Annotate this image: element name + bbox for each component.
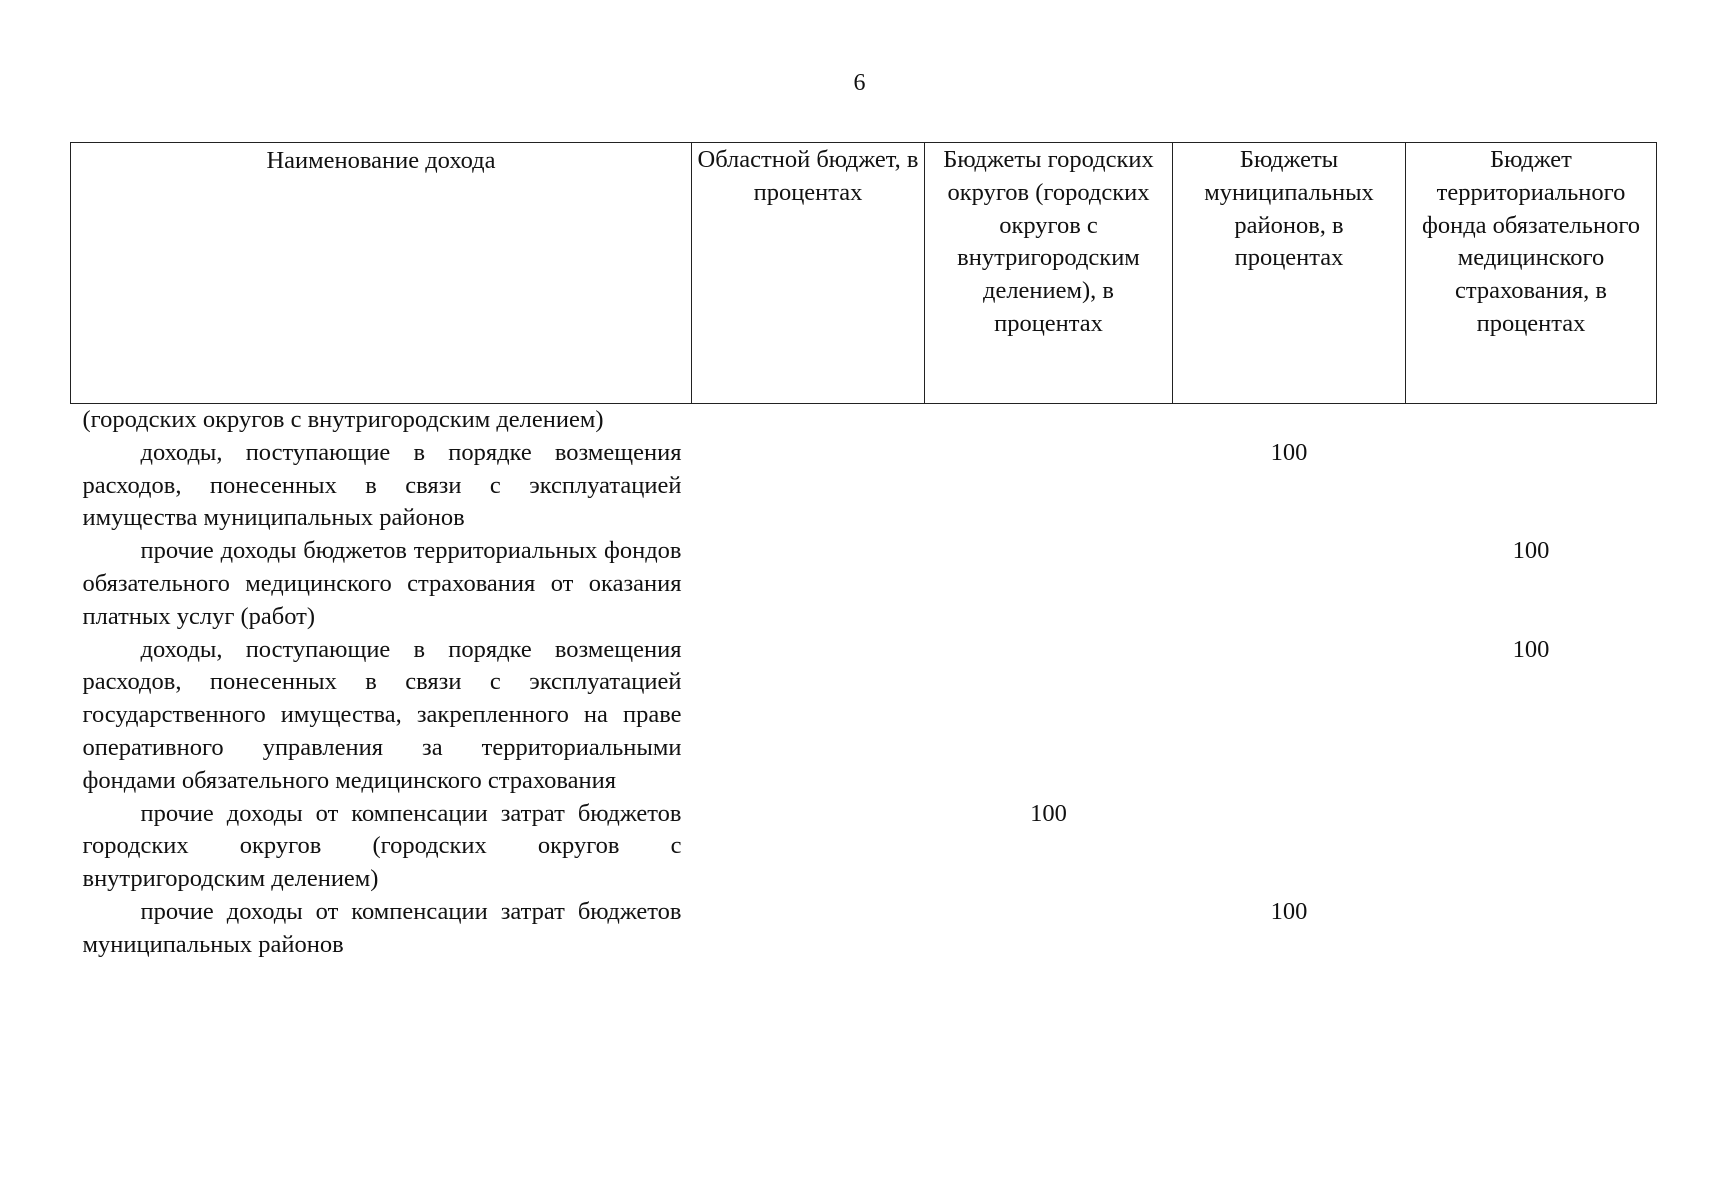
tfoms-value	[1406, 896, 1657, 962]
table-row	[71, 404, 1657, 437]
header-regional-budget: Областной бюджет, в процентах	[692, 143, 925, 404]
municipal-value	[1173, 798, 1406, 896]
header-tfoms-budget: Бюджет территориального фонда обязательного медицинского страхования, в процентах	[1406, 143, 1657, 404]
municipal-value	[1173, 634, 1406, 798]
header-revenue-name: Наименование дохода	[71, 143, 692, 404]
page-number: 6	[853, 70, 866, 96]
table-row	[71, 535, 1657, 633]
header-city-budgets: Бюджеты городских округов (городских округов с внутригородским делением), в процентах	[925, 143, 1173, 404]
revenue-name: прочие доходы от компенсации затрат бюджетов городских округов (городских округов с внутригородским делением)	[82, 799, 682, 893]
regional-value	[692, 535, 925, 633]
regional-value	[692, 798, 925, 896]
regional-value	[692, 437, 925, 535]
tfoms-value: 100	[1512, 537, 1550, 565]
revenue-name: доходы, поступающие в порядке возмещения расходов, понесенных в связи с эксплуатацией государственного имущества, закрепленного на праве оперативного управления за территориальными фондами обязательного медицинского страхования	[82, 635, 682, 794]
table-row	[71, 798, 1657, 896]
tfoms-value: 100	[1512, 635, 1550, 663]
revenue-name: доходы, поступающие в порядке возмещения расходов, понесенных в связи с эксплуатацией имущества муниципальных районов	[82, 438, 682, 532]
city-value	[925, 634, 1173, 798]
municipal-value	[1173, 404, 1406, 437]
revenue-name: (городских округов с внутригородским делением)	[82, 406, 604, 433]
municipal-value: 100	[1270, 897, 1308, 925]
tfoms-value	[1406, 404, 1657, 437]
regional-value	[692, 634, 925, 798]
revenue-name: прочие доходы бюджетов территориальных фондов обязательного медицинского страхования от оказания платных услуг (работ)	[82, 537, 682, 630]
regional-value	[692, 404, 925, 437]
municipal-value: 100	[1270, 438, 1308, 466]
table-row	[71, 634, 1657, 798]
city-value	[925, 896, 1173, 962]
city-value	[925, 535, 1173, 633]
city-value	[925, 404, 1173, 437]
regional-value	[692, 896, 925, 962]
table-row	[71, 896, 1657, 962]
municipal-value	[1173, 535, 1406, 633]
city-value: 100	[1030, 799, 1067, 827]
revenue-distribution-table	[70, 142, 1657, 962]
tfoms-value	[1406, 437, 1657, 535]
header-municipal-budgets: Бюджеты муниципальных районов, в процентах	[1173, 143, 1406, 404]
revenue-name: прочие доходы от компенсации затрат бюджетов муниципальных районов	[82, 897, 682, 958]
tfoms-value	[1406, 798, 1657, 896]
table-row	[71, 437, 1657, 535]
city-value	[925, 437, 1173, 535]
table-header-row	[71, 143, 1657, 404]
